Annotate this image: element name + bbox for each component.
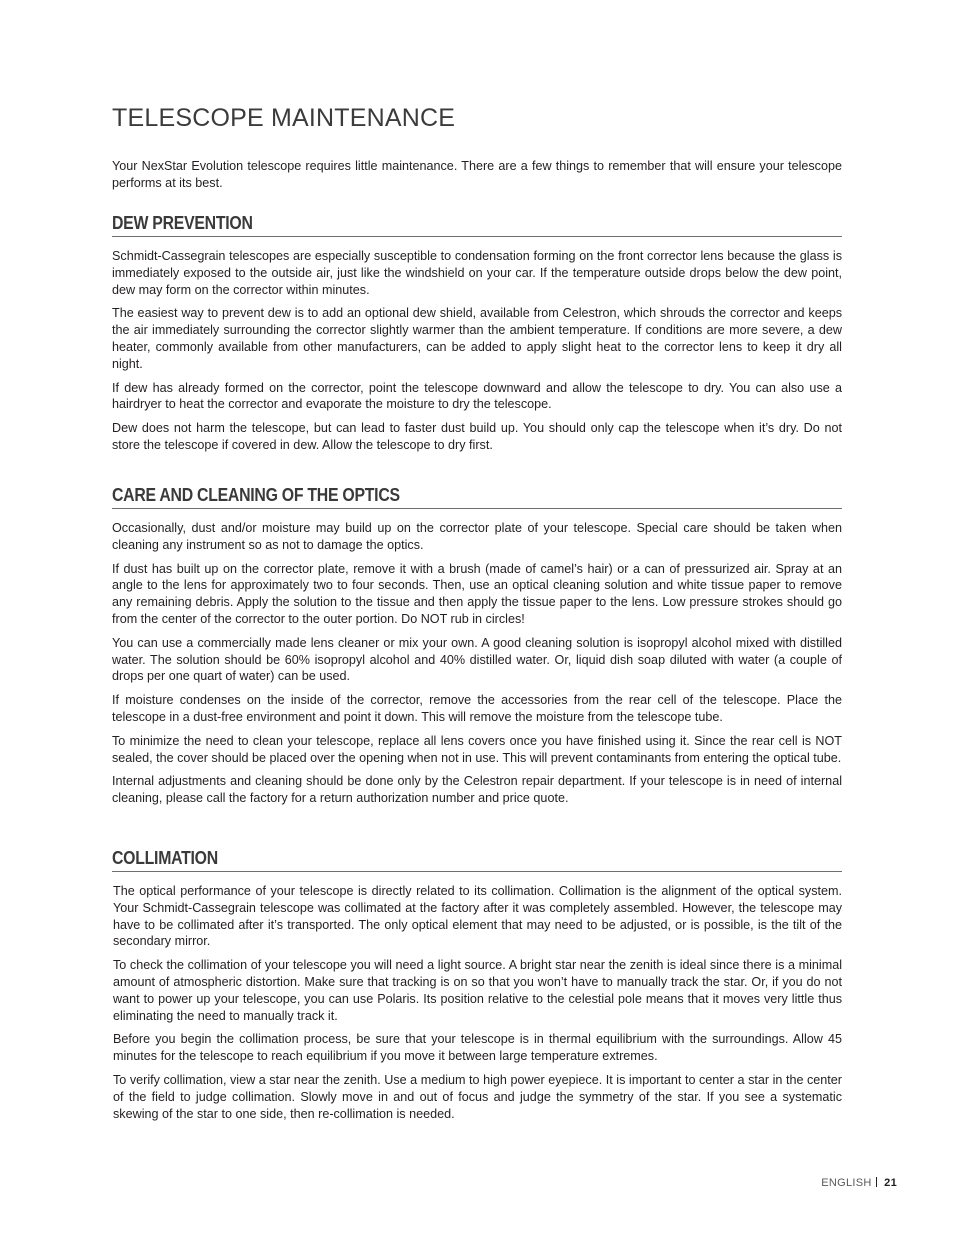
- paragraph: Occasionally, dust and/or moisture may build up on the corrector plate of your telescope. Special care should be taken when cleaning any instrument so as not to damage the optics.: [112, 521, 842, 552]
- paragraph: To verify collimation, view a star near the zenith. Use a medium to high power eyepiece. It is important to center a star in the center of the field to judge collimation. Slowly move in and out of focus and judge the symmetry of the star. If you see a systematic skewing of the star to one side, then re-collimation is needed.: [113, 1072, 842, 1121]
- paragraph: The easiest way to prevent dew is to add an optional dew shield, available from Celestron, which shrouds the corrector and keeps the air immediately surrounding the corrector slightly warmer than the ambient temperature. If conditions are more severe, a dew heater, commonly available from other manufacturers, can be added to apply slight heat to the corrector lens to keep it dry all night.: [112, 306, 842, 371]
- section-collimation: [112, 847, 842, 1129]
- section-dew-prevention: [112, 212, 842, 461]
- section-heading-text: COLLIMATION: [112, 848, 218, 868]
- page-title: TELESCOPE MAINTENANCE: [112, 104, 456, 132]
- footer-separator: [876, 1177, 878, 1187]
- paragraph: You can use a commercially made lens cleaner or mix your own. A good cleaning solution is isopropyl alcohol mixed with distilled water. The solution should be 60% isopropyl alcohol and 40% distilled water. Or, liquid dish soap diluted with water (a couple of drops per one quart of water) can be used.: [112, 635, 842, 684]
- paragraph: Dew does not harm the telescope, but can lead to faster dust build up. You should only cap the telescope when it’s dry. Do not store the telescope if covered in dew. Allow the telescope to dry first.: [112, 421, 842, 452]
- section-heading: [112, 212, 842, 237]
- section-heading: [112, 484, 842, 509]
- page-number: 21: [884, 1177, 897, 1189]
- section-heading-text: CARE AND CLEANING OF THE OPTICS: [112, 485, 400, 505]
- paragraph: The optical performance of your telescope is directly related to its collimation. Collimation is the alignment of the optical system. Your Schmidt-Cassegrain telescope was collimated at the factory after it was completely assembled. However, the telescope may have to be collimated after it’s transported. The only optical element that may need to be adjusted, or is possible, is the tilt of the secondary mirror.: [113, 884, 842, 949]
- paragraph: Before you begin the collimation process, be sure that your telescope is in thermal equilibrium with the surroundings. Allow 45 minutes for the telescope to reach equilibrium if you move it between large temperature extremes.: [113, 1032, 842, 1064]
- intro-section: [112, 158, 842, 199]
- section-body: [112, 248, 842, 454]
- paragraph: Schmidt-Cassegrain telescopes are especially susceptible to condensation forming on the front corrector lens because the glass is immediately exposed to the outside air, just like the windshield on your car. If the temperature outside drops below the dew point, dew may form on the corrector within minutes.: [112, 249, 842, 297]
- section-care-and-cleaning: [112, 484, 842, 814]
- section-body: [112, 883, 842, 1122]
- paragraph: Internal adjustments and cleaning should be done only by the Celestron repair department. If your telescope is in need of internal cleaning, please call the factory for a return authorization number and price quote.: [112, 774, 842, 806]
- paragraph: If dew has already formed on the corrector, point the telescope downward and allow the telescope to dry. You can also use a hairdryer to heat the corrector and evaporate the moisture to dry the telescope.: [112, 380, 842, 412]
- intro-paragraph: Your NexStar Evolution telescope requires little maintenance. There are a few things to remember that will ensure your telescope performs at its best.: [112, 159, 842, 190]
- paragraph: To minimize the need to clean your telescope, replace all lens covers once you have finished using it. Since the rear cell is NOT sealed, the cover should be placed over the opening when not in use. This will prevent contaminants from entering the optical tube.: [112, 733, 842, 765]
- paragraph: If dust has built up on the corrector plate, remove it with a brush (made of camel’s hair) or a can of pressurized air. Spray at an angle to the lens for approximately two to four seconds. Then, use an optical cleaning solution and white tissue paper to remove any remaining debris. Apply the solution to the tissue and then apply the tissue paper to the lens. Low pressure strokes should go from the center of the corrector to the outer portion. Do NOT rub in circles!: [112, 561, 842, 626]
- section-heading: [112, 847, 842, 872]
- page-footer: [821, 1177, 897, 1189]
- paragraph: To check the collimation of your telescope you will need a light source. A bright star near the zenith is ideal since there is a minimal amount of atmospheric distortion. Make sure that tracking is on so that you won’t have to manually track the star. Or, if you do not want to power up your telescope, you can use Polaris. Its position relative to the celestial pole means that it moves very little thus eliminating the need to manually track it.: [113, 958, 842, 1023]
- paragraph: If moisture condenses on the inside of the corrector, remove the accessories from the rear cell of the telescope. Place the telescope in a dust-free environment and point it down. This will remove the moisture from the telescope tube.: [112, 693, 842, 724]
- footer-language: ENGLISH: [821, 1177, 872, 1189]
- section-heading-text: DEW PREVENTION: [112, 213, 253, 233]
- section-body: [112, 520, 842, 807]
